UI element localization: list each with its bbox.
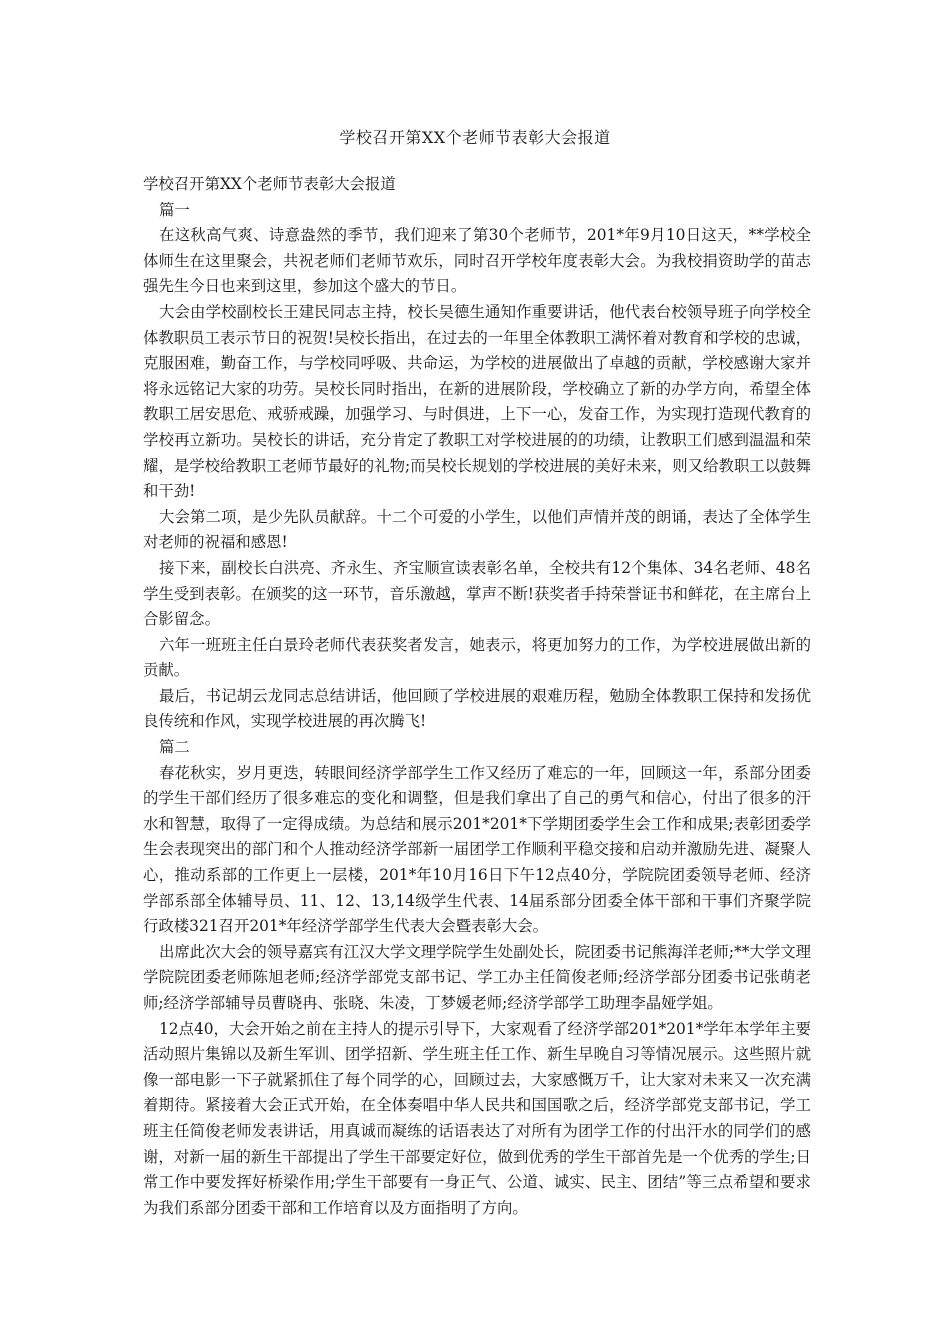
paragraph: 春花秋实，岁月更迭，转眼间经济学部学生工作又经历了难忘的一年，回顾这一年，系部分团委的学生干部们经历了很多难忘的变化和调整，但是我们拿出了自己的勇气和信心，付出了很多的汗水和智慧，取得了一定得成绩。为总结和展示201*201*下学期团委学生会工作和成果;表彰团委学生会表现突出的部门和个人推动经济学部新一届团学工作顺利平稳交接和启动并激励先进、凝聚人心，推动系部的工作更上一层楼，201*年10月16日下午12点40分，学院院团委领导老师、经济学部系部全体辅导员、11、12、13,14级学生代表、14届系部分团委全体干部和干事们齐聚学院行政楼321召开201*年经济学部学生代表大会暨表彰大会。	[143, 763, 811, 936]
section-label-part2: 篇二	[159, 738, 190, 757]
document-title: 学校召开第XX个老师节表彰大会报道	[339, 128, 611, 147]
document-body	[143, 172, 811, 1221]
section-label-part1: 篇一	[159, 200, 190, 219]
paragraph: 大会由学校副校长王建民同志主持，校长吴德生通知作重要讲话，他代表台校领导班子向学校全体教职员工表示节日的祝贺!吴校长指出，在过去的一年里全体教职工满怀着对教育和学校的忠诚，克服困难，勤奋工作，与学校同呼吸、共命运，为学校的进展做出了卓越的贡献，学校感谢大家并将永远铭记大家的功劳。吴校长同时指出，在新的进展阶段，学校确立了新的办学方向，希望全体教职工居安思危、戒骄戒躁，加强学习、与时俱进，上下一心，发奋工作，为实现打造现代教育的学校再立新功。吴校长的讲话，充分肯定了教职工对学校进展的的功绩，让教职工们感到温温和荣耀，是学校给教职工老师节最好的礼物;而吴校长规划的学校进展的美好未来，则又给教职工以鼓舞和干劲!	[143, 302, 811, 501]
paragraph: 在这秋高气爽、诗意盎然的季节，我们迎来了第30个老师节，201*年9月10日这天，**学校全体师生在这里聚会，共祝老师们老师节欢乐，同时召开学校年度表彰大会。为我校捐资助学的苗志强先生今日也来到这里，参加这个盛大的节日。	[143, 226, 811, 296]
paragraph: 12点40，大会开始之前在主持人的提示引导下，大家观看了经济学部201*201*学年本学年主要活动照片集锦以及新生军训、团学招新、学生班主任工作、新生早晚自习等情况展示。这些照片就像一部电影一下子就紧抓住了每个同学的心，回顾过去，大家感慨万千，让大家对未来又一次充满着期待。紧接着大会正式开始，在全体奏唱中华人民共和国国歌之后，经济学部党支部书记，学工班主任简俊老师发表讲话，用真诚而凝练的话语表达了对所有为团学工作的付出汗水的同学们的感谢，对新一届的新生干部提出了学生干部要定好位，做到优秀的学生干部首先是一个优秀的学生;日常工作中要发挥好桥梁作用;学生干部要有一身正气、公道、诚实、民主、团结”等三点希望和要求为我们系部分团委干部和工作培育以及方面指明了方向。	[143, 1019, 811, 1217]
paragraph: 接下来，副校长白洪亮、齐永生、齐宝顺宣读表彰名单，全校共有12个集体、34名老师、48名学生受到表彰。在颁奖的这一环节，音乐激越，掌声不断!获奖者手持荣誉证书和鲜花，在主席台上合影留念。	[143, 558, 811, 629]
paragraph: 六年一班班主任白景玲老师代表获奖者发言，她表示，将更加努力的工作，为学校进展做出新的贡献。	[143, 635, 811, 680]
document-subtitle: 学校召开第XX个老师节表彰大会报道	[143, 175, 396, 193]
paragraph: 出席此次大会的领导嘉宾有江汉大学文理学院学生处副处长，院团委书记熊海洋老师;**大学文理学院院团委老师陈旭老师;经济学部党支部书记、学工办主任简俊老师;经济学部分团委书记张萌老师;经济学部辅导员曹晓冉、张晓、朱凌，丁梦媛老师;经济学部学工助理李晶娅学姐。	[143, 942, 811, 1012]
paragraph: 大会第二项，是少先队员献辞。十二个可爱的小学生，以他们声情并茂的朗诵，表达了全体学生对老师的祝福和感恩!	[143, 507, 811, 552]
paragraph: 最后，书记胡云龙同志总结讲话，他回顾了学校进展的艰难历程，勉励全体教职工保持和发扬优良传统和作风，实现学校进展的再次腾飞!	[143, 686, 811, 731]
